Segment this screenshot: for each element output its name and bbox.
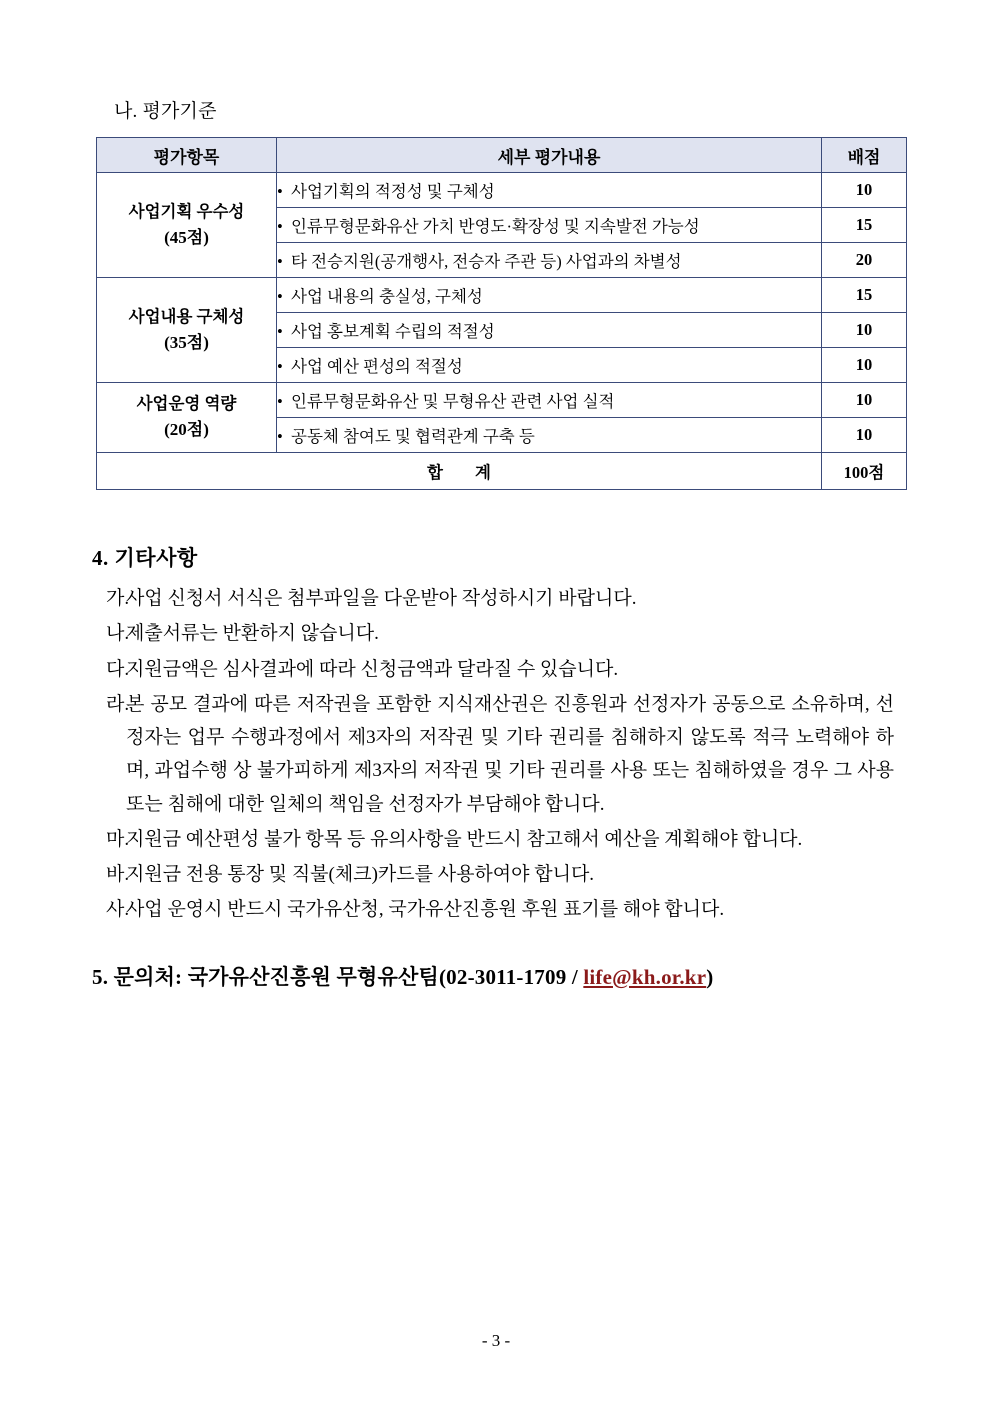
list-item-marker: 사.: [106, 899, 130, 921]
list-item: [92, 858, 900, 891]
criteria-score-cell: 10: [822, 418, 907, 453]
list-item: [92, 823, 900, 856]
criteria-score-cell: 10: [822, 348, 907, 383]
list-item-marker: 바.: [106, 864, 130, 885]
table-row: [97, 278, 907, 313]
criteria-score-cell: 15: [822, 278, 907, 313]
criteria-group-points: (20점): [164, 420, 209, 440]
page-number: - 3 -: [481, 1331, 511, 1350]
list-item-text: 지원금 예산편성 불가 항목 등 유의사항을 반드시 참고해서 예산을 계획해야 합니다.: [126, 828, 803, 850]
contact-email-link[interactable]: life@kh.or.kr: [583, 964, 707, 989]
contact-prefix: 5. 문의처: 국가유산진흥원 무형유산팀(02-3011-1709 /: [92, 964, 584, 989]
list-item-text: 지원금 전용 통장 및 직불(체크)카드를 사용하여야 합니다.: [126, 864, 595, 885]
total-score: 100점: [822, 453, 907, 490]
criteria-score-cell: 20: [822, 243, 907, 278]
bullet-icon: •: [277, 322, 283, 341]
list-item-text: 본 공모 결과에 따른 저작권을 포함한 지식재산권은 진흥원과 선정자가 공동으로 소유하며, 선정자는 업무 수행과정에서 제3자의 저작권 및 기타 권리를 침해하지 않도록 적극 노력해야 하며, 과업수행 상 불가피하게 제3자의 저작권 및 기타 권리를 사용 또는 침해하였을 경우 그 사용 또는 침해에 대한 일체의 책임을 선정자가 부담해야 합니다.: [126, 693, 894, 815]
list-item: [92, 653, 900, 686]
criteria-detail-text: 타 전승지원(공개행사, 전승자 주관 등) 사업과의 차별성: [291, 252, 682, 271]
criteria-detail-cell: [277, 348, 822, 383]
header-cell-score: 배점: [822, 138, 907, 173]
table-row: [97, 173, 907, 208]
bullet-icon: •: [277, 392, 283, 411]
criteria-group-cell: [97, 278, 277, 383]
list-item-marker: 가.: [106, 588, 130, 609]
criteria-detail-cell: [277, 418, 822, 453]
criteria-score-cell: 10: [822, 313, 907, 348]
criteria-detail-text: 사업 홍보계획 수립의 적절성: [291, 322, 495, 341]
criteria-detail-cell: [277, 278, 822, 313]
criteria-group-name: 사업운영 역량: [136, 394, 237, 414]
table-header: [97, 138, 907, 173]
criteria-group-name: 사업기획 우수성: [128, 201, 245, 221]
list-item-marker: 나.: [106, 623, 130, 645]
list-item: [92, 893, 900, 926]
sub-heading: 나. 평가기준: [114, 101, 217, 122]
list-item-text: 지원금액은 심사결과에 따라 신청금액과 달라질 수 있습니다.: [126, 658, 619, 680]
criteria-score-cell: 10: [822, 383, 907, 418]
criteria-group-points: (35점): [164, 332, 209, 352]
table-total-row: [97, 453, 907, 490]
list-item-text: 사업 신청서 서식은 첨부파일을 다운받아 작성하시기 바랍니다.: [126, 588, 637, 609]
table-header-row: [97, 138, 907, 173]
bullet-icon: •: [277, 357, 283, 376]
list-item-text: 사업 운영시 반드시 국가유산청, 국가유산진흥원 후원 표기를 해야 합니다.: [126, 899, 725, 921]
criteria-detail-text: 사업기획의 적정성 및 구체성: [291, 182, 495, 201]
evaluation-criteria-table: [96, 137, 907, 490]
criteria-detail-cell: [277, 208, 822, 243]
criteria-detail-cell: [277, 383, 822, 418]
criteria-group-cell: [97, 173, 277, 278]
criteria-detail-text: 공동체 참여도 및 협력관계 구축 등: [291, 427, 535, 446]
section-title-4: 4. 기타사항: [92, 546, 198, 570]
bullet-icon: •: [277, 287, 283, 306]
criteria-group-points: (45점): [164, 227, 209, 247]
bullet-icon: •: [277, 427, 283, 446]
table-row: [97, 383, 907, 418]
section-4-item-list: [92, 582, 900, 927]
list-item: [92, 582, 900, 615]
bullet-icon: •: [277, 252, 283, 271]
criteria-score-cell: 15: [822, 208, 907, 243]
criteria-detail-text: 인류무형문화유산 가치 반영도·확장성 및 지속발전 가능성: [291, 217, 700, 236]
criteria-detail-cell: [277, 243, 822, 278]
criteria-detail-cell: [277, 173, 822, 208]
bullet-icon: •: [277, 217, 283, 236]
total-label: 합 계: [97, 453, 822, 490]
header-cell-detail: 세부 평가내용: [277, 138, 822, 173]
list-item-text: 제출서류는 반환하지 않습니다.: [126, 623, 379, 645]
criteria-score-cell: 10: [822, 173, 907, 208]
list-item-marker: 마.: [106, 828, 130, 850]
criteria-group-cell: [97, 383, 277, 453]
contact-suffix: ): [706, 964, 714, 989]
criteria-detail-cell: [277, 313, 822, 348]
list-item: [92, 688, 900, 821]
list-item-marker: 라.: [106, 693, 130, 715]
bullet-icon: •: [277, 182, 283, 201]
criteria-detail-text: 인류무형문화유산 및 무형유산 관련 사업 실적: [291, 392, 615, 411]
criteria-detail-text: 사업 내용의 충실성, 구체성: [291, 287, 483, 306]
contact-line: [92, 961, 900, 991]
criteria-detail-text: 사업 예산 편성의 적절성: [291, 357, 463, 376]
header-cell-item: 평가항목: [97, 138, 277, 173]
criteria-group-name: 사업내용 구체성: [128, 306, 245, 326]
table-body: [97, 173, 907, 490]
list-item: [92, 617, 900, 650]
list-item-marker: 다.: [106, 658, 130, 680]
